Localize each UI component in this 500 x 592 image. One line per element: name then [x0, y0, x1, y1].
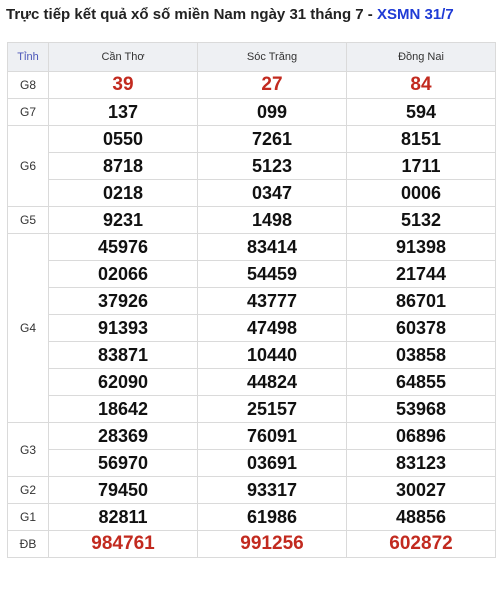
result-number: 1498: [198, 207, 347, 234]
table-row: [8, 450, 496, 477]
header-row: [8, 43, 496, 72]
result-number: 91393: [49, 315, 198, 342]
result-number: 91398: [347, 234, 496, 261]
table-row: [8, 234, 496, 261]
result-number: 03691: [198, 450, 347, 477]
result-number: 44824: [198, 369, 347, 396]
result-number: 37926: [49, 288, 198, 315]
result-number: 48856: [347, 504, 496, 531]
result-number: 0218: [49, 180, 198, 207]
result-number: 991256: [198, 531, 347, 558]
prize-label: G7: [8, 99, 49, 126]
result-number: 9231: [49, 207, 198, 234]
result-number: 1711: [347, 153, 496, 180]
result-number: 82811: [49, 504, 198, 531]
header-can-tho[interactable]: Cần Thơ: [49, 43, 198, 72]
table-row: [8, 72, 496, 99]
result-number: 45976: [49, 234, 198, 261]
table-row: [8, 342, 496, 369]
table-row: [8, 423, 496, 450]
table-row: [8, 531, 496, 558]
result-number: 30027: [347, 477, 496, 504]
result-number: 5132: [347, 207, 496, 234]
result-number: 64855: [347, 369, 496, 396]
table-row: [8, 180, 496, 207]
result-number: 60378: [347, 315, 496, 342]
result-number: 18642: [49, 396, 198, 423]
result-number: 53968: [347, 396, 496, 423]
page-title: [6, 6, 454, 23]
table-row: [8, 369, 496, 396]
title-text: Trực tiếp kết quả xổ số miền Nam ngày 31 tháng 7 -: [6, 6, 377, 23]
results-table: [7, 42, 496, 558]
result-number: 84: [347, 72, 496, 99]
prize-label: G8: [8, 72, 49, 99]
result-number: 56970: [49, 450, 198, 477]
prize-label: G1: [8, 504, 49, 531]
result-number: 79450: [49, 477, 198, 504]
result-number: 8151: [347, 126, 496, 153]
result-number: 0006: [347, 180, 496, 207]
result-number: 83123: [347, 450, 496, 477]
result-number: 28369: [49, 423, 198, 450]
table-row: [8, 504, 496, 531]
prize-label: ĐB: [8, 531, 49, 558]
result-number: 594: [347, 99, 496, 126]
prize-label: G3: [8, 423, 49, 477]
result-number: 06896: [347, 423, 496, 450]
header-dong-nai[interactable]: Đồng Nai: [347, 43, 496, 72]
result-number: 61986: [198, 504, 347, 531]
result-number: 43777: [198, 288, 347, 315]
result-number: 47498: [198, 315, 347, 342]
prize-label: G2: [8, 477, 49, 504]
result-number: 602872: [347, 531, 496, 558]
prize-label: G5: [8, 207, 49, 234]
table-row: [8, 207, 496, 234]
table-row: [8, 153, 496, 180]
result-number: 0550: [49, 126, 198, 153]
table-row: [8, 126, 496, 153]
result-number: 5123: [198, 153, 347, 180]
result-number: 21744: [347, 261, 496, 288]
prize-label: G6: [8, 126, 49, 207]
table-row: [8, 396, 496, 423]
result-number: 25157: [198, 396, 347, 423]
header-province: Tỉnh: [8, 43, 49, 72]
result-number: 137: [49, 99, 198, 126]
result-number: 62090: [49, 369, 198, 396]
result-number: 76091: [198, 423, 347, 450]
result-number: 83414: [198, 234, 347, 261]
prize-label: G4: [8, 234, 49, 423]
result-number: 099: [198, 99, 347, 126]
result-number: 86701: [347, 288, 496, 315]
result-number: 39: [49, 72, 198, 99]
result-number: 03858: [347, 342, 496, 369]
result-number: 93317: [198, 477, 347, 504]
table-row: [8, 288, 496, 315]
result-number: 02066: [49, 261, 198, 288]
table-row: [8, 261, 496, 288]
header-soc-trang[interactable]: Sóc Trăng: [198, 43, 347, 72]
result-number: 10440: [198, 342, 347, 369]
result-number: 54459: [198, 261, 347, 288]
result-number: 984761: [49, 531, 198, 558]
result-number: 83871: [49, 342, 198, 369]
result-number: 7261: [198, 126, 347, 153]
table-row: [8, 477, 496, 504]
result-number: 8718: [49, 153, 198, 180]
table-row: [8, 315, 496, 342]
results-body: [8, 72, 496, 558]
xsmn-link[interactable]: XSMN 31/7: [376, 6, 454, 23]
table-row: [8, 99, 496, 126]
result-number: 27: [198, 72, 347, 99]
result-number: 0347: [198, 180, 347, 207]
